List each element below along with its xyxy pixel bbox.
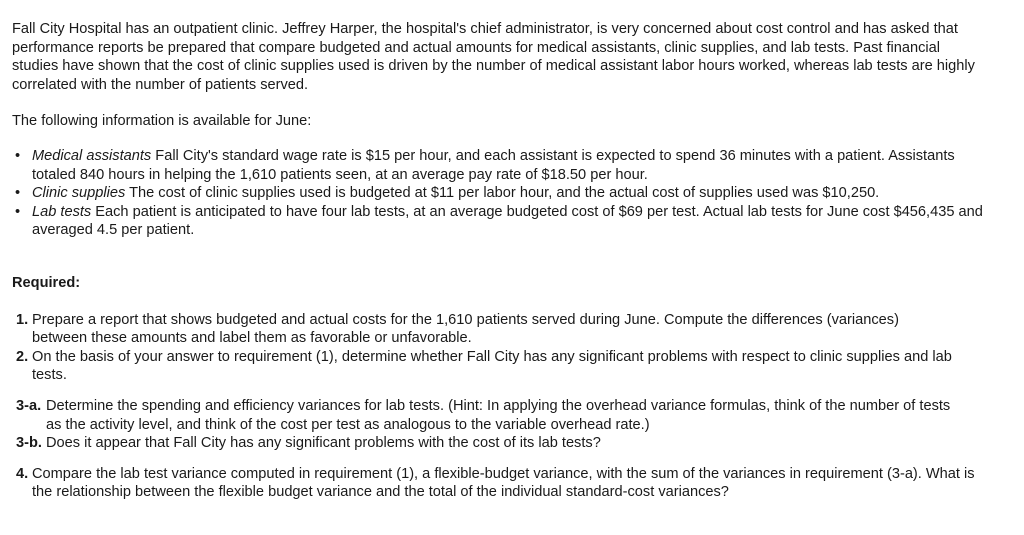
available-info-intro: The following information is available for June: — [12, 113, 312, 130]
requirement-2 — [12, 348, 952, 385]
requirement-1 — [12, 311, 952, 348]
requirements-list-1-2 — [12, 311, 1012, 385]
requirement-text: Compare the lab test variance computed in requirement (1), a flexible-budget variance, with the sum of the variances in requirement (3-a). What is the relationship between the flexible budget variance and the total of the individual standard-cost variances? — [32, 465, 975, 501]
info-bullet-list — [12, 147, 1012, 240]
requirement-4 — [12, 465, 997, 502]
bullet-medical-assistants — [12, 147, 987, 184]
requirement-3a — [12, 397, 951, 434]
bullet-text: Fall City's standard wage rate is $15 per hour, and each assistant is expected to spend 36 minutes with a patient. Assistants totaled 840 hours in helping the 1,610 patients seen, at an average pay rate of $18.50 per hour. — [32, 147, 955, 183]
bullet-term: Clinic supplies — [32, 185, 126, 202]
requirement-number: 4. — [16, 465, 29, 482]
requirement-text: Prepare a report that shows budgeted and actual costs for the 1,610 patients served during June. Compute the differences (variances) between these amounts and label them as favorable or unfavorable. — [32, 311, 899, 347]
bullet-text: The cost of clinic supplies used is budgeted at $11 per labor hour, and the actual cost of supplies used was $10,250. — [125, 185, 880, 202]
requirement-number: 2. — [16, 348, 29, 365]
bullet-term: Lab tests — [32, 203, 92, 220]
requirements-list-3 — [12, 397, 1012, 453]
requirement-text: On the basis of your answer to requirement (1), determine whether Fall City has any significant problems with respect to clinic supplies and lab tests. — [32, 348, 952, 384]
requirement-number: 1. — [16, 311, 29, 328]
intro-paragraph: Fall City Hospital has an outpatient clinic. Jeffrey Harper, the hospital's chief administrator, is very concerned about cost control and has asked that performance reports be prepared that compare budgeted and actual amounts for medical assistants, clinic supplies, and lab tests. Past financial studies have shown that the cost of clinic supplies used is driven by the number of medical assistant labor hours worked, whereas lab tests are highly correlated with the number of patients served. — [12, 21, 975, 93]
requirement-3b — [12, 434, 951, 453]
requirement-number: 3-a. — [16, 397, 42, 414]
requirements-list-4 — [12, 465, 1012, 502]
requirement-number: 3-b. — [16, 435, 42, 452]
bullet-clinic-supplies — [12, 184, 987, 203]
required-heading: Required: — [12, 274, 81, 291]
bullet-marker: • — [15, 185, 21, 202]
requirement-text: Determine the spending and efficiency variances for lab tests. (Hint: In applying the overhead variance formulas, think of the number of tests as the activity level, and think of the cost per test as analogous to the variable overhead rate.) — [46, 397, 951, 433]
requirement-text: Does it appear that Fall City has any significant problems with the cost of its lab tests? — [46, 435, 601, 452]
bullet-term: Medical assistants — [32, 147, 152, 164]
bullet-marker: • — [15, 203, 21, 220]
bullet-text: Each patient is anticipated to have four lab tests, at an average budgeted cost of $69 per test. Actual lab tests for June cost $456,435 and averaged 4.5 per patient. — [32, 203, 983, 239]
bullet-lab-tests — [12, 203, 987, 240]
bullet-marker: • — [15, 147, 21, 164]
